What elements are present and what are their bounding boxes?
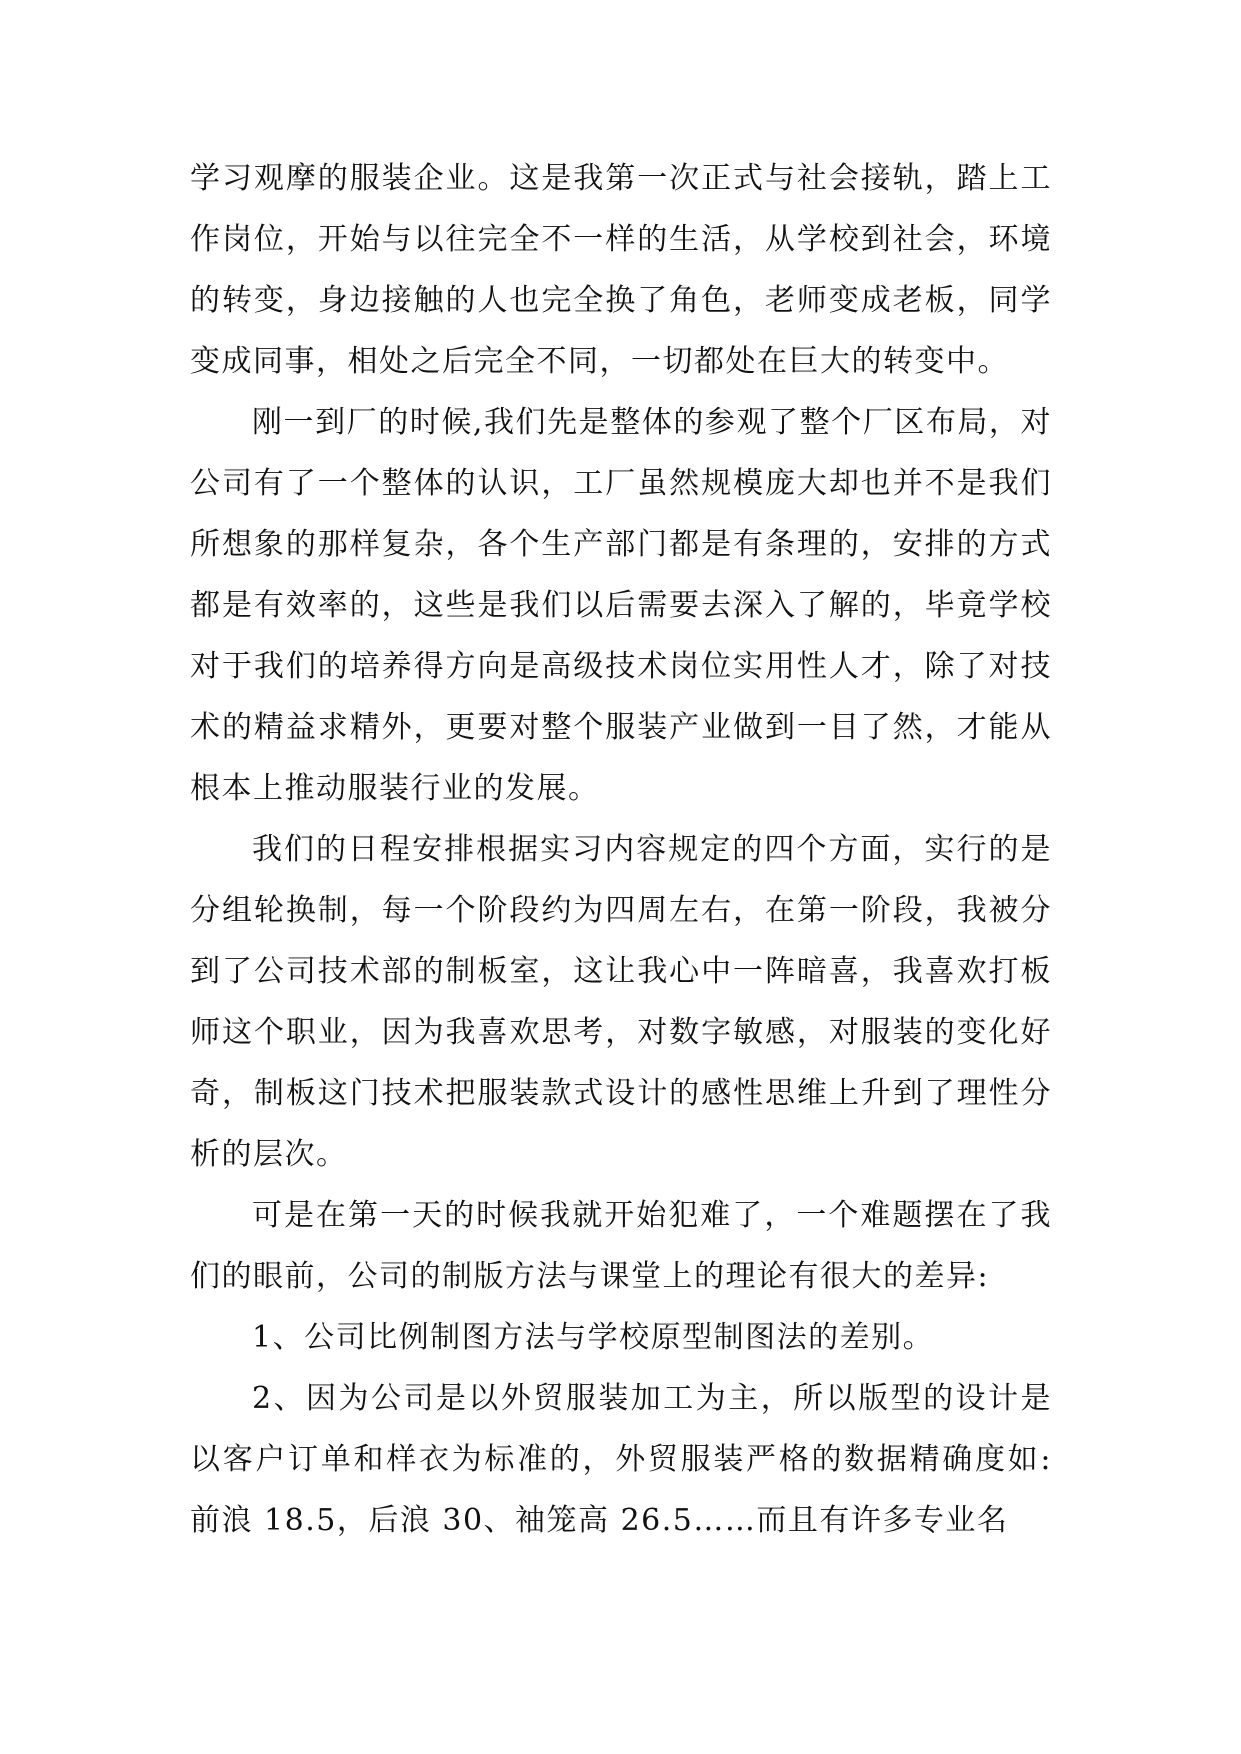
paragraph-5: 1、公司比例制图方法与学校原型制图法的差别。 [252,1320,935,1355]
paragraph-3: 我们的日程安排根据实习内容规定的四个方面，实行的是分组轮换制，每一个阶段约为四周左右，在第一阶段，我被分到了公司技术部的制板室，这让我心中一阵暗喜，我喜欢打板师这个职业，因为我喜欢思考，对数字敏感，对服装的变化好奇，制板这门技术把服装款式设计的感性思维上升到了理性分析的层次。 [190,832,1052,1172]
paragraph-2: 刚一到厂的时候,我们先是整体的参观了整个厂区布局，对公司有了一个整体的认识，工厂虽然规模庞大却也并不是我们所想象的那样复杂，各个生产部门都是有条理的，安排的方式都是有效率的，这些是我们以后需要去深入了解的，毕竟学校对于我们的培养得方向是高级技术岗位实用性人才，除了对技术的精益求精外，更要对整个服装产业做到一目了然，才能从根本上推动服装行业的发展。 [190,405,1052,806]
paragraph-6: 2、因为公司是以外贸服装加工为主，所以版型的设计是以客户订单和样衣为标准的，外贸服装严格的数据精确度如: 前浪 18.5，后浪 30、袖笼高 26.5……而且有许多专业名 [190,1381,1052,1538]
paragraph-4: 可是在第一天的时候我就开始犯难了，一个难题摆在了我们的眼前，公司的制版方法与课堂上的理论有很大的差异: [190,1198,1052,1294]
paragraph-1: 学习观摩的服装企业。这是我第一次正式与社会接轨，踏上工作岗位，开始与以往完全不一样的生活，从学校到社会，环境的转变，身边接触的人也完全换了角色，老师变成老板，同学变成同事，相处之后完全不同，一切都处在巨大的转变中。 [190,161,1052,379]
document-page [190,148,1052,1551]
